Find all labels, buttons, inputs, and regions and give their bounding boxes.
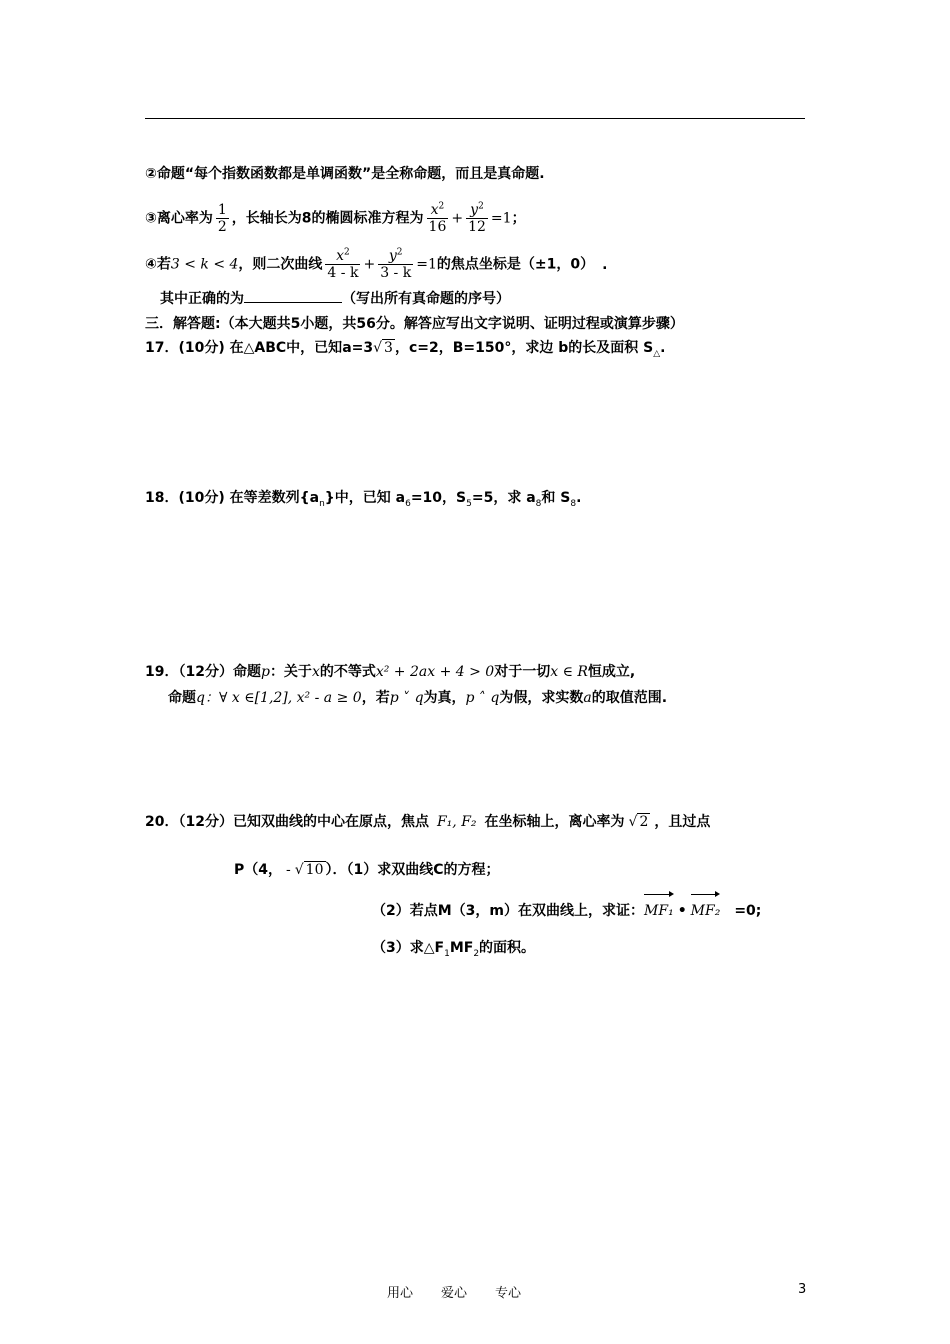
q20-line-2: P（4， - √ 10 ）．（1）求双曲线C的方程； xyxy=(234,862,500,878)
fraction: $\frac{1}{2}$ xyxy=(217,202,227,235)
vector-mf2: MF₂ xyxy=(691,892,721,924)
fraction: $\frac{y^2}{3 - k}$ xyxy=(380,247,412,281)
fraction: $\frac{x^2}{4 - k}$ xyxy=(327,247,359,281)
vector-mf1: MF₁ xyxy=(644,892,674,924)
fraction: $\frac{y^2}{12}$ xyxy=(468,201,486,235)
sqrt: √ 2 xyxy=(628,814,649,830)
q16-answer-line: 其中正确的为 （写出所有真命题的序号） xyxy=(160,288,510,309)
q16-item-3: ③离心率为 $\frac{1}{2}$ ，长轴长为8的椭圆标准方程为 $\frac{x^2}{16}$ + $\frac{y^2}{12}$ =1； xyxy=(145,201,526,235)
q16-item-2: ②命题“每个指数函数都是单调函数”是全称命题，而且是真命题. xyxy=(145,166,545,182)
fraction: $\frac{x^2}{16}$ xyxy=(428,201,447,235)
header-rule xyxy=(145,118,805,119)
page-number: 3 xyxy=(798,1282,807,1297)
page-footer: 用心 爱心 专心 xyxy=(387,1286,522,1301)
q20-line-1: 20．（12分）已知双曲线的中心在原点，焦点 F₁, F₂ 在坐标轴上，离心率为 √ 2 ，且过点 xyxy=(145,814,711,830)
q19-line-1: 19．（12分）命题p：关于x的不等式x² + 2ax + 4 > 0对于一切x ∈ R恒成立, xyxy=(145,664,636,680)
q16-item-4: ④若3 < k < 4，则二次曲线 $\frac{x^2}{4 - k}$ + $\frac{y^2}{3 - k}$ =1的焦点坐标是（±1，0） . xyxy=(145,247,608,281)
section-3-title: 三．解答题:（本大题共5小题，共56分。解答应写出文字说明、证明过程或演算步骤） xyxy=(145,316,684,332)
q20-line-4: （3）求$\triangle F_1MF_2$的面积。 xyxy=(372,940,536,959)
q19-line-2: 命题q：∀ x ∈[1,2], x² - a ≥ 0，若p ˅ q为真，p ˄ q为假，求实数a的取值范围. xyxy=(168,690,668,706)
q20-line-3: （2）若点M（3，m）在双曲线上，求证：MF₁ • MF₂ =0; xyxy=(372,892,761,924)
sqrt: √ 10 xyxy=(294,862,324,878)
sqrt: √ 3 xyxy=(373,340,393,356)
answer-blank[interactable] xyxy=(244,288,342,303)
q18: 18．(10分) 在等差数列$\{a_n\}$中，已知 $a_6=10$，$S_5=5$，求 $a_8$和 $S_8$. xyxy=(145,490,582,509)
q17: 17．(10分) 在△ABC中，已知a=3√ 3 ，c=2，B=150°，求边 b的长及面积 $S_\triangle$. xyxy=(145,340,666,359)
